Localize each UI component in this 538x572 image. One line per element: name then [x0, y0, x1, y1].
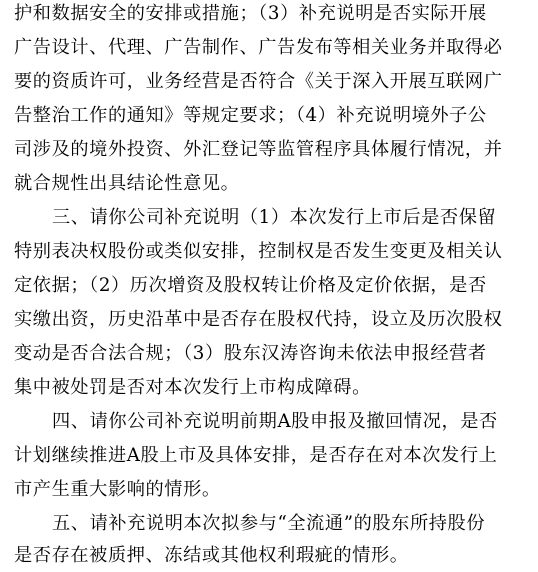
text-line: 要的资质许可，业务经营是否符合《关于深入开展互联网广: [14, 71, 503, 92]
text-line: 集中被处罚是否对本次发行上市构成障碍。: [14, 377, 371, 398]
text-line: 司涉及的境外投资、外汇登记等监管程序具体履行情况，并: [14, 139, 503, 160]
paragraph-four-start: 四、请你公司补充说明前期A股申报及撤回情况，是否: [52, 411, 498, 432]
text-line: 广告设计、代理、广告制作、广告发布等相关业务并取得必: [14, 37, 503, 58]
text-line: 实缴出资，历史沿革中是否存在股权代持，设立及历次股权: [14, 309, 503, 330]
text-line: 告整治工作的通知》等规定要求；（4）补充说明境外子公: [14, 105, 487, 126]
paragraph-five-start: 五、请补充说明本次拟参与“全流通”的股东所持股份: [52, 513, 486, 534]
text-line: 市产生重大影响的情形。: [14, 479, 221, 500]
text-line: 计划继续推进A股上市及具体安排，是否存在对本次发行上: [14, 445, 498, 466]
text-line: 特别表决权股份或类似安排，控制权是否发生变更及相关认: [14, 241, 503, 262]
text-line: 定依据；（2）历次增资及股权转让价格及定价依据，是否: [14, 275, 487, 296]
text-line: 就合规性出具结论性意见。: [14, 173, 240, 194]
text-line: 是否存在被质押、冻结或其他权利瑕疵的情形。: [14, 545, 409, 566]
text-line: 护和数据安全的安排或措施；（3）补充说明是否实际开展: [14, 3, 487, 24]
text-line: 变动是否合法合规；（3）股东汉涛咨询未依法申报经营者: [14, 343, 487, 364]
paragraph-three-start: 三、请你公司补充说明（1）本次发行上市后是否保留: [52, 207, 497, 228]
